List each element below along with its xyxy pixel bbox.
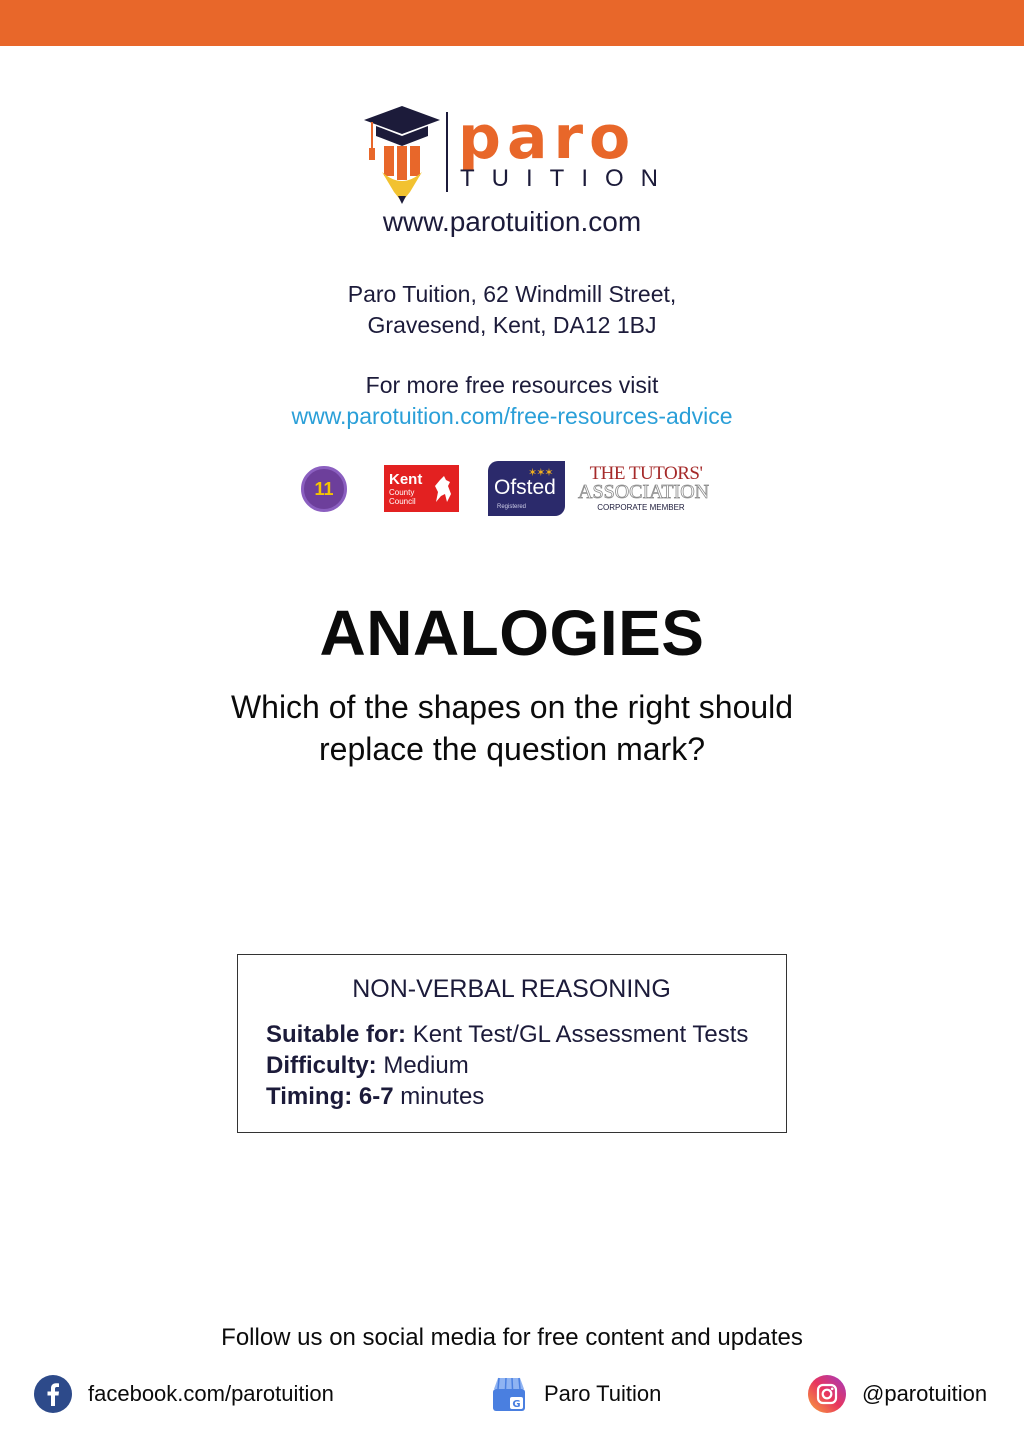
- kent-county-council-badge: [384, 465, 459, 512]
- instagram-link[interactable]: [808, 1374, 987, 1414]
- google-business-label: Paro Tuition: [544, 1381, 662, 1406]
- follow-text: Follow us on social media for free content and updates: [221, 1324, 803, 1351]
- instagram-label: @parotuition: [862, 1381, 988, 1406]
- instagram-icon: [808, 1375, 846, 1413]
- difficulty-label: Difficulty:: [266, 1052, 377, 1079]
- ofsted-sub: Registered: [497, 504, 527, 510]
- timing-value: minutes: [400, 1083, 485, 1110]
- eleven-plus-number: 11: [314, 478, 334, 499]
- tutors-line-3: CORPORATE MEMBER: [597, 503, 685, 512]
- ofsted-badge: [488, 461, 565, 516]
- suitable-value: Kent Test/GL Assessment Tests: [412, 1021, 749, 1048]
- address-line-1: Paro Tuition, 62 Windmill Street,: [347, 281, 677, 307]
- site-url[interactable]: www.parotuition.com: [382, 206, 642, 237]
- subtitle-line-2: replace the question mark?: [319, 731, 705, 767]
- suitable-for-line: [266, 1021, 748, 1049]
- top-accent-bar: [0, 0, 1024, 46]
- timing-line: [266, 1083, 484, 1111]
- facebook-icon: [34, 1375, 72, 1413]
- subtitle-line-1: Which of the shapes on the right should: [230, 689, 794, 725]
- paro-tuition-logo: [362, 100, 675, 205]
- kent-name: Kent: [389, 471, 423, 488]
- address-line-2: Gravesend, Kent, DA12 1BJ: [367, 312, 657, 338]
- google-business-icon: [490, 1375, 528, 1413]
- difficulty-line: [266, 1052, 469, 1080]
- tutors-line-1: THE TUTORS': [589, 463, 703, 484]
- difficulty-value: Medium: [383, 1052, 469, 1079]
- ofsted-stars-icon: ✶✶✶: [528, 467, 553, 479]
- ofsted-name: Ofsted: [494, 476, 556, 499]
- facebook-link[interactable]: [34, 1374, 334, 1414]
- resources-link[interactable]: www.parotuition.com/free-resources-advice: [291, 403, 733, 429]
- resources-prompt: For more free resources visit: [365, 372, 659, 398]
- graduation-cap-pencil-icon: [362, 100, 442, 205]
- kent-sub: County Council: [389, 488, 416, 506]
- info-heading: NON-VERBAL REASONING: [352, 975, 671, 1003]
- page-title: ANALOGIES: [319, 597, 705, 669]
- logo-divider: [446, 112, 448, 192]
- info-box: [237, 954, 787, 1133]
- google-business-link[interactable]: [490, 1374, 661, 1414]
- facebook-label: facebook.com/parotuition: [88, 1381, 334, 1406]
- logo-wordmark: paro: [458, 103, 637, 173]
- tutors-line-2: ASSOCIATION: [578, 481, 710, 503]
- tutors-association-badge: [578, 463, 710, 516]
- logo-subtitle: TUITION: [460, 165, 675, 192]
- timing-label: Timing: 6-7: [266, 1083, 394, 1110]
- page-subtitle: [0, 686, 1024, 770]
- horse-icon: [432, 474, 454, 504]
- address: [0, 279, 1024, 341]
- accreditation-badges: [0, 460, 1024, 520]
- svg-text:G: G: [512, 1399, 521, 1410]
- eleven-plus-badge: [301, 466, 347, 512]
- suitable-label: Suitable for:: [266, 1021, 407, 1048]
